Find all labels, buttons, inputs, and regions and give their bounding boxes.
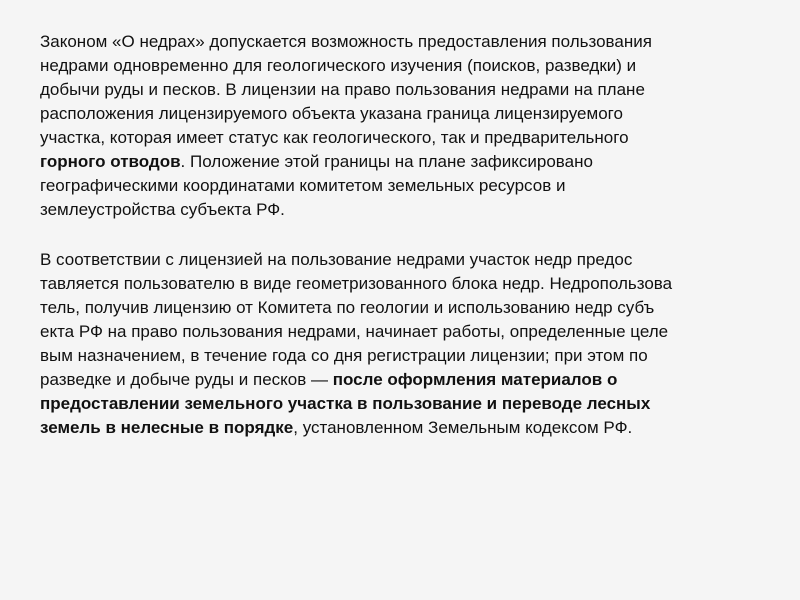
- text-segment: В соответствии с лицензией на пользование недрами участок недр предос: [40, 250, 633, 269]
- text-line: [40, 416, 780, 440]
- text-line: [40, 296, 780, 320]
- text-segment: , установленном Земельным кодексом РФ.: [293, 418, 633, 437]
- text-line: [40, 174, 780, 198]
- text-segment: участка, которая имеет статус как геологического, так и предварительного: [40, 128, 629, 147]
- text-line: [40, 150, 780, 174]
- text-segment: расположения лицензируемого объекта указана граница лицензируемого: [40, 104, 623, 123]
- text-line: [40, 248, 780, 272]
- text-line: [40, 126, 780, 150]
- text-segment: Законом «О недрах» допускается возможность предоставления пользования: [40, 32, 652, 51]
- text-segment: географическими координатами комитетом земельных ресурсов и: [40, 176, 566, 195]
- text-segment: вым назначением, в течение года со дня регистрации лицензии; при этом по: [40, 346, 648, 365]
- text-segment: . Положение этой границы на плане зафиксировано: [180, 152, 593, 171]
- text-segment: тель, получив лицензию от Комитета по геологии и использованию недр субъ: [40, 298, 655, 317]
- paragraph-license-usage: [40, 248, 780, 440]
- text-line: [40, 272, 780, 296]
- bold-text-segment: земель в нелесные в порядке: [40, 418, 294, 437]
- text-line: [40, 102, 780, 126]
- bold-text-segment: предоставлении земельного участка в пользование и переводе лесных: [40, 394, 651, 413]
- text-line: [40, 54, 780, 78]
- bold-text-segment: после оформления материалов о: [332, 370, 618, 389]
- text-segment: разведке и добыче руды и песков —: [40, 370, 333, 389]
- text-line: [40, 78, 780, 102]
- text-segment: землеустройства субъекта РФ.: [40, 200, 285, 219]
- text-segment: екта РФ на право пользования недрами, начинает работы, определенные целе: [40, 322, 669, 341]
- text-line: [40, 320, 780, 344]
- text-line: [40, 344, 780, 368]
- text-segment: добычи руды и песков. В лицензии на право пользования недрами на плане: [40, 80, 645, 99]
- text-line: [40, 368, 780, 392]
- text-line: [40, 30, 780, 54]
- paragraph-subsoil-law: [40, 30, 780, 222]
- bold-text-segment: горного отводов: [40, 152, 181, 171]
- text-segment: недрами одновременно для геологического изучения (поисков, разведки) и: [40, 56, 637, 75]
- text-line: [40, 392, 780, 416]
- text-line: [40, 198, 780, 222]
- text-segment: тавляется пользователю в виде геометризованного блока недр. Недропользова: [40, 274, 673, 293]
